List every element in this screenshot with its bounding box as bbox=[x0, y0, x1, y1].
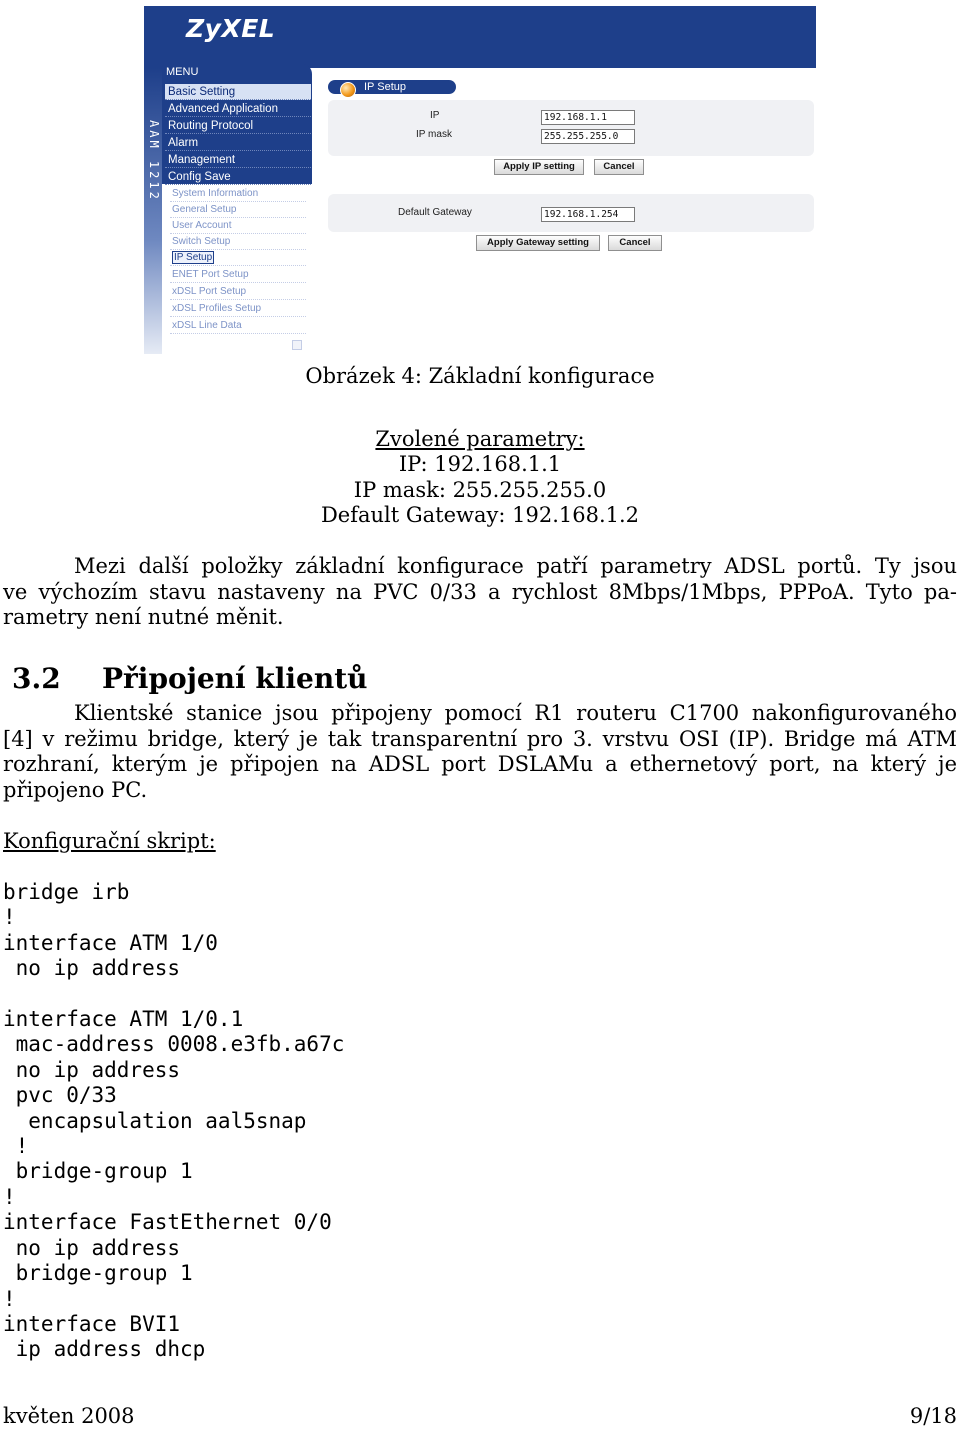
clients-paragraph bbox=[3, 701, 957, 803]
submenu-item-general-setup[interactable]: General Setup bbox=[170, 202, 306, 218]
ip-label: IP bbox=[430, 110, 440, 121]
submenu-item-user-account[interactable]: User Account bbox=[170, 218, 306, 234]
submenu-item-system-information[interactable]: System Information bbox=[170, 186, 306, 202]
paragraph-line: [4] v režimu bridge, který je tak transparentní pro 3. vrstvu OSI (IP). Bridge má ATM bbox=[3, 726, 957, 751]
config-script: bridge irb ! interface ATM 1/0 no ip address interface ATM 1/0.1 mac-address 0008.e3fb.a67c no ip address pvc 0/33 encapsulation aal5snap ! bridge-group 1 ! interface FastEthernet 0/0 no ip address bridge-group 1 ! interface BVI1 ip address dhcp bbox=[3, 880, 345, 1362]
chosen-params-title: Zvolené parametry: bbox=[375, 427, 585, 451]
default-gateway-label: Default Gateway bbox=[398, 207, 472, 218]
menu-item-advanced-application[interactable]: Advanced Application bbox=[165, 101, 311, 117]
orange-bullet-icon bbox=[340, 82, 356, 98]
figure-caption: Obrázek 4: Základní konfigurace bbox=[305, 364, 655, 388]
apply-gateway-setting-button[interactable]: Apply Gateway setting bbox=[476, 235, 600, 251]
device-model-label: AAM 1212 bbox=[147, 120, 161, 202]
menu-item-routing-protocol[interactable]: Routing Protocol bbox=[165, 118, 311, 134]
paragraph-line: ve výchozím stavu nastaveny na PVC 0/33 a rychlost 8Mbps/1Mbps, PPPoA. Tyto pa- bbox=[3, 579, 957, 604]
submenu-item-ip-setup[interactable] bbox=[170, 250, 306, 266]
default-gateway-input[interactable]: 192.168.1.254 bbox=[541, 207, 635, 222]
submenu-item-xdsl-port-setup[interactable]: xDSL Port Setup bbox=[170, 284, 306, 300]
submenu-item-ip-setup-label: IP Setup bbox=[174, 252, 213, 263]
ip-mask-label: IP mask bbox=[416, 129, 452, 140]
ip-setup-title: IP Setup bbox=[364, 81, 406, 93]
submenu-scroll-handle[interactable] bbox=[292, 340, 302, 350]
section-number: 3.2 bbox=[12, 662, 61, 695]
header-bar bbox=[144, 6, 816, 68]
submenu-item-enet-port-setup[interactable]: ENET Port Setup bbox=[170, 267, 306, 283]
paragraph-line: rozhraní, kterým je připojen na ADSL port DSLAMu a ethernetový port, na který je bbox=[3, 752, 957, 776]
cancel-gateway-button[interactable]: Cancel bbox=[608, 235, 662, 251]
menu-item-config-save[interactable]: Config Save bbox=[165, 169, 311, 185]
adsl-paragraph bbox=[3, 554, 957, 631]
chosen-ip: IP: 192.168.1.1 bbox=[398, 452, 562, 476]
footer-date: květen 2008 bbox=[3, 1404, 135, 1428]
menu-item-alarm[interactable]: Alarm bbox=[165, 135, 311, 151]
paragraph-line: Klientské stanice jsou připojeny pomocí R1 routeru C1700 nakonfigurovaného bbox=[74, 701, 957, 725]
submenu bbox=[166, 186, 306, 352]
menu-item-basic-setting[interactable]: Basic Setting bbox=[165, 84, 311, 100]
menu-item-management[interactable]: Management bbox=[165, 152, 311, 168]
footer-page-number: 9/18 bbox=[909, 1404, 957, 1428]
chosen-gateway: Default Gateway: 192.168.1.2 bbox=[320, 503, 640, 527]
cancel-ip-button[interactable]: Cancel bbox=[594, 159, 644, 175]
paragraph-line: rametry není nutné měnit. bbox=[3, 605, 284, 629]
section-heading bbox=[12, 662, 368, 696]
gateway-panel bbox=[328, 194, 814, 232]
chosen-mask: IP mask: 255.255.255.0 bbox=[353, 478, 607, 502]
section-title: Připojení klientů bbox=[102, 662, 368, 695]
side-strip bbox=[144, 68, 162, 354]
apply-ip-setting-button[interactable]: Apply IP setting bbox=[494, 159, 584, 175]
submenu-item-xdsl-profiles-setup[interactable]: xDSL Profiles Setup bbox=[170, 301, 306, 317]
router-config-screenshot bbox=[144, 6, 816, 354]
submenu-item-xdsl-line-data[interactable]: xDSL Line Data bbox=[170, 318, 306, 334]
script-title: Konfigurační skript: bbox=[3, 829, 216, 853]
ip-panel bbox=[328, 100, 814, 156]
paragraph-line: připojeno PC. bbox=[3, 777, 148, 802]
paragraph-line: Mezi další položky základní konfigurace patří parametry ADSL portů. Ty jsou bbox=[74, 554, 957, 578]
submenu-item-switch-setup[interactable]: Switch Setup bbox=[170, 234, 306, 250]
ip-mask-input[interactable]: 255.255.255.0 bbox=[541, 129, 635, 144]
main-menu bbox=[162, 64, 312, 184]
zyxel-logo: ZyXEL bbox=[186, 14, 276, 43]
content-area bbox=[324, 68, 816, 354]
menu-header: MENU bbox=[166, 66, 199, 78]
ip-input[interactable]: 192.168.1.1 bbox=[541, 110, 635, 125]
